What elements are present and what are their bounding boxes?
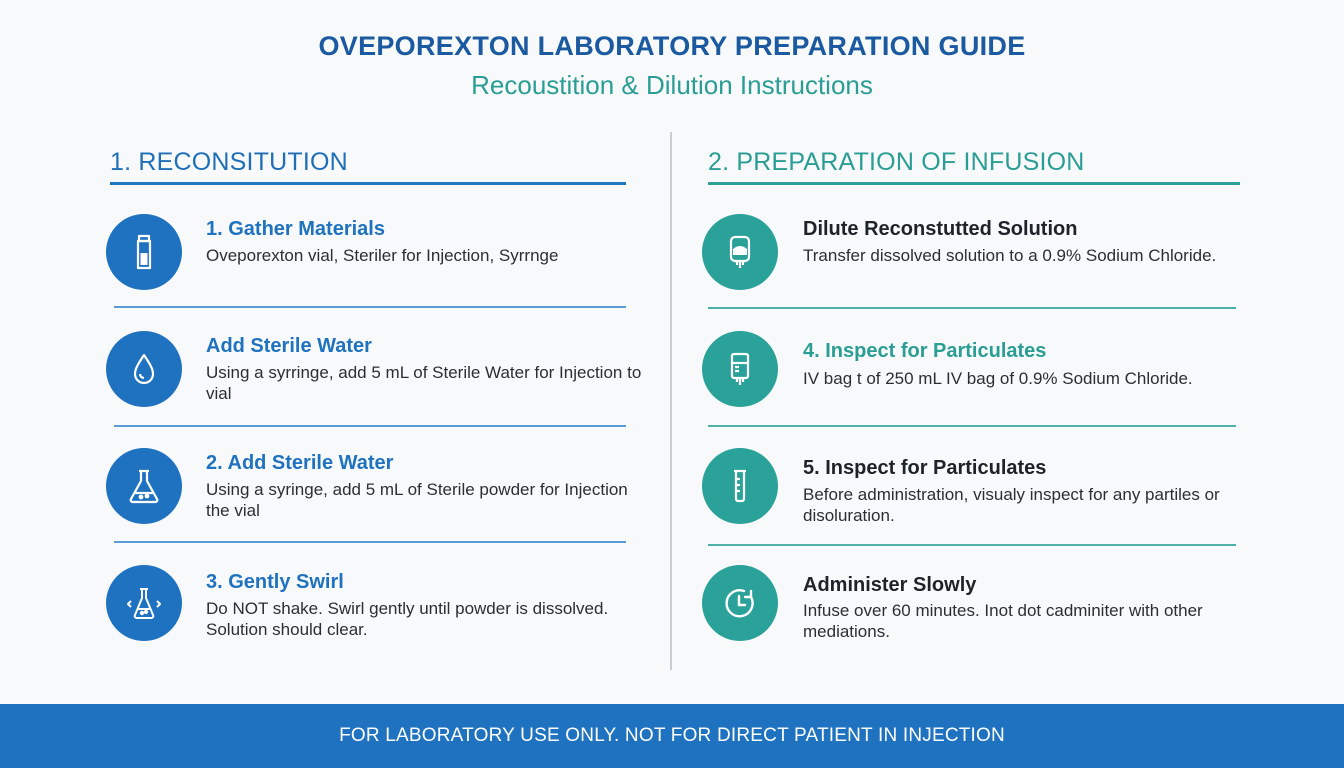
- section-rule: [110, 182, 626, 185]
- step-description: Do NOT shake. Swirl gently until powder is dissolved. Solution should clear.: [206, 599, 609, 639]
- step-divider: [708, 307, 1236, 309]
- step-administer-slowly: [672, 557, 1344, 667]
- iv-bag-icon: [702, 331, 778, 407]
- step-description: Before administration, visualy inspect for any partiles or disoluration.: [803, 485, 1220, 525]
- step-inspect-particulates-2: [672, 440, 1344, 550]
- section-rule: [708, 182, 1240, 185]
- step-gather-materials: [0, 206, 670, 316]
- step-divider: [114, 425, 626, 427]
- step-divider: [114, 541, 626, 543]
- step-title: Administer Slowly: [803, 574, 977, 596]
- footer-banner: FOR LABORATORY USE ONLY. NOT FOR DIRECT PATIENT IN INJECTION: [0, 704, 1344, 768]
- step-description: Transfer dissolved solution to a 0.9% Sodium Chloride.: [803, 246, 1217, 265]
- step-title: 2. Add Sterile Water: [206, 452, 394, 474]
- vial-icon: [106, 214, 182, 290]
- swirl-flask-icon: [106, 565, 182, 641]
- step-description: Oveporexton vial, Steriler for Injection, Syrrnge: [206, 246, 559, 265]
- step-title: 1. Gather Materials: [206, 218, 385, 240]
- section-heading-infusion: 2. PREPARATION OF INFUSION: [708, 148, 1085, 176]
- step-description: IV bag t of 250 mL IV bag of 0.9% Sodium Chloride.: [803, 369, 1193, 388]
- step-add-sterile-water: [0, 323, 670, 433]
- step-divider: [114, 306, 626, 308]
- step-title: Dilute Reconstutted Solution: [803, 218, 1078, 240]
- step-title: 3. Gently Swirl: [206, 571, 344, 593]
- page-title: OVEPOREXTON LABORATORY PREPARATION GUIDE: [318, 31, 1026, 61]
- step-divider: [708, 544, 1236, 546]
- flask-icon: [106, 448, 182, 524]
- step-divider: [708, 425, 1236, 427]
- page-subtitle: Recoustition & Dilution Instructions: [471, 70, 873, 100]
- step-description: Infuse over 60 minutes. Inot dot cadminiter with other mediations.: [803, 601, 1203, 641]
- step-title: Add Sterile Water: [206, 335, 372, 357]
- step-dilute-solution: [672, 206, 1344, 316]
- step-description: Using a syrringe, add 5 mL of Sterile Water for Injection to vial: [206, 363, 642, 403]
- step-title: 4. Inspect for Particulates: [803, 340, 1047, 362]
- section-heading-reconstitution: 1. RECONSITUTION: [110, 148, 348, 176]
- clock-icon: [702, 565, 778, 641]
- step-title: 5. Inspect for Particulates: [803, 457, 1047, 479]
- step-gently-swirl: [0, 557, 670, 667]
- water-drop-icon: [106, 331, 182, 407]
- step-inspect-particulates: [672, 323, 1344, 433]
- step-description: Using a syringe, add 5 mL of Sterile powder for Injection the vial: [206, 480, 628, 520]
- step-add-sterile-water-2: [0, 440, 670, 550]
- iv-bag-icon: [702, 214, 778, 290]
- test-tube-icon: [702, 448, 778, 524]
